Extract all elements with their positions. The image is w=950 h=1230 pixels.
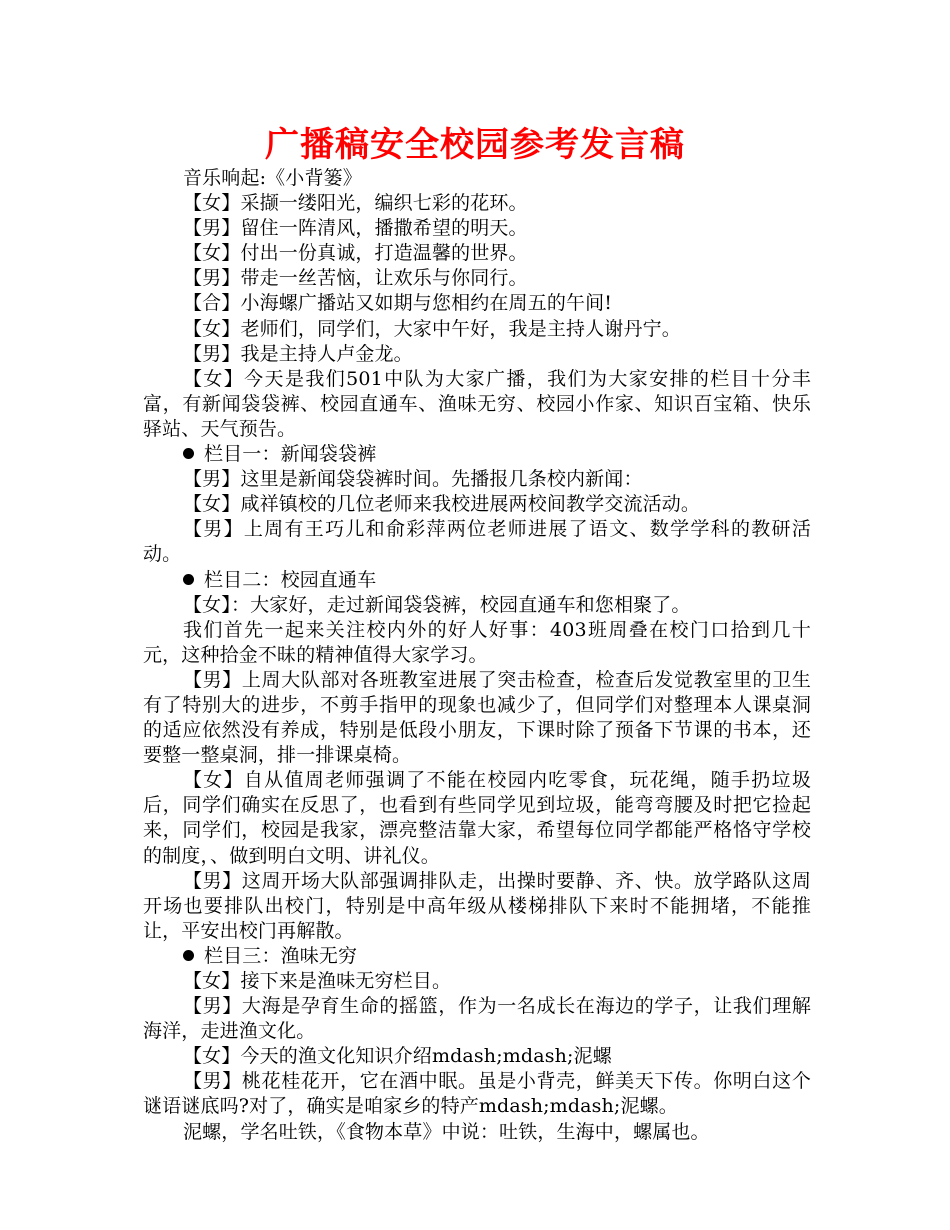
- section-heading-text: 栏目一：新闻袋袋裤: [204, 443, 377, 466]
- paragraph-line: 【男】大海是孕育生命的摇篮，作为一名成长在海边的学子，让我们理解海洋，走进渔文化。: [143, 995, 811, 1043]
- paragraph-line: 【女】接下来是渔味无穷栏目。: [183, 970, 452, 992]
- paragraph-line: 【女】采撷一缕阳光，编织七彩的花环。: [183, 192, 528, 215]
- paragraph-line: 【女】付出一份真诚，打造温馨的世界。: [183, 242, 528, 265]
- document-body: [143, 166, 811, 1145]
- section-heading: [143, 568, 811, 593]
- paragraph-line: 【女】自从值周老师强调了不能在校园内吃零食，玩花绳，随手扔垃圾后，同学们确实在反思了，也看到有些同学见到垃圾，能弯弯腰及时把它捡起来，同学们，校园是我家，漂亮整洁靠大家，希望每位同学都能严格恪守学校的制度，、做到明白文明、讲礼仪。: [143, 769, 811, 867]
- paragraph-line: 【女】今天是我们501中队为大家广播，我们为大家安排的栏目十分丰富，有新闻袋袋裤、校园直通车、渔味无穷、校园小作家、知识百宝箱、快乐驿站、天气预告。: [143, 367, 811, 440]
- paragraph-line: 【女】咸祥镇校的几位老师来我校进展两校间教学交流活动。: [183, 493, 701, 516]
- paragraph-line: 【男】留住一阵清风，播撒希望的明天。: [183, 217, 528, 240]
- section-heading: [143, 442, 811, 467]
- paragraph-line: 【男】带走一丝苦恼，让欢乐与你同行。: [183, 267, 528, 290]
- bullet-icon: [183, 574, 194, 585]
- paragraph-line: 我们首先一起来关注校内外的好人好事：403班周叠在校门口拾到几十元，这种拾金不昧的精神值得大家学习。: [143, 618, 811, 666]
- paragraph-line: 【女】今天的渔文化知识介绍mdash;mdash;泥螺: [183, 1045, 612, 1068]
- paragraph-line: 泥螺，学名吐铁，《食物本草》中说：吐铁，生海中，螺属也。: [183, 1120, 710, 1143]
- section-heading-text: 栏目二：校园直通车: [204, 568, 377, 591]
- paragraph-line: 【男】我是主持人卢金龙。: [183, 342, 413, 365]
- paragraph-line: 【合】小海螺广播站又如期与您相约在周五的午间!: [183, 292, 613, 315]
- paragraph-line: 【女】老师们，同学们，大家中午好，我是主持人谢丹宁。: [183, 317, 681, 340]
- document-title: 广播稿安全校园参考发言稿: [265, 125, 685, 165]
- bullet-icon: [183, 950, 194, 961]
- section-heading: [143, 944, 811, 969]
- bullet-icon: [183, 448, 194, 459]
- paragraph-line: 【男】这周开场大队部强调排队走，出操时要静、齐、快。放学路队这周开场也要排队出校门，特别是中高年级从楼梯排队下来时不能拥堵，不能推让，平安出校门再解散。: [143, 869, 811, 942]
- paragraph-music: 音乐响起:《小背篓》: [183, 167, 362, 189]
- paragraph-line: 【男】桃花桂花开，它在酒中眠。虽是小背壳，鲜美天下传。你明白这个谜语谜底吗?对了，确实是咱家乡的特产mdash;mdash;泥螺。: [143, 1070, 811, 1118]
- paragraph-line: 【女】：大家好，走过新闻袋袋裤，校园直通车和您相聚了。: [183, 593, 691, 616]
- paragraph-line: 【男】上周大队部对各班教室进展了突击检查，检查后发觉教室里的卫生有了特别大的进步，不剪手指甲的现象也减少了，但同学们对整理本人课桌洞的适应依然没有养成，特别是低段小朋友，下课时除了预备下节课的书本，还要整一整桌洞，排一排课桌椅。: [143, 668, 811, 767]
- section-heading-text: 栏目三：渔味无穷: [204, 944, 358, 967]
- paragraph-line: 【男】这里是新闻袋袋裤时间。先播报几条校内新闻：: [183, 468, 643, 491]
- paragraph-line: 【男】上周有王巧儿和俞彩萍两位老师进展了语文、数学学科的教研活动。: [143, 518, 811, 566]
